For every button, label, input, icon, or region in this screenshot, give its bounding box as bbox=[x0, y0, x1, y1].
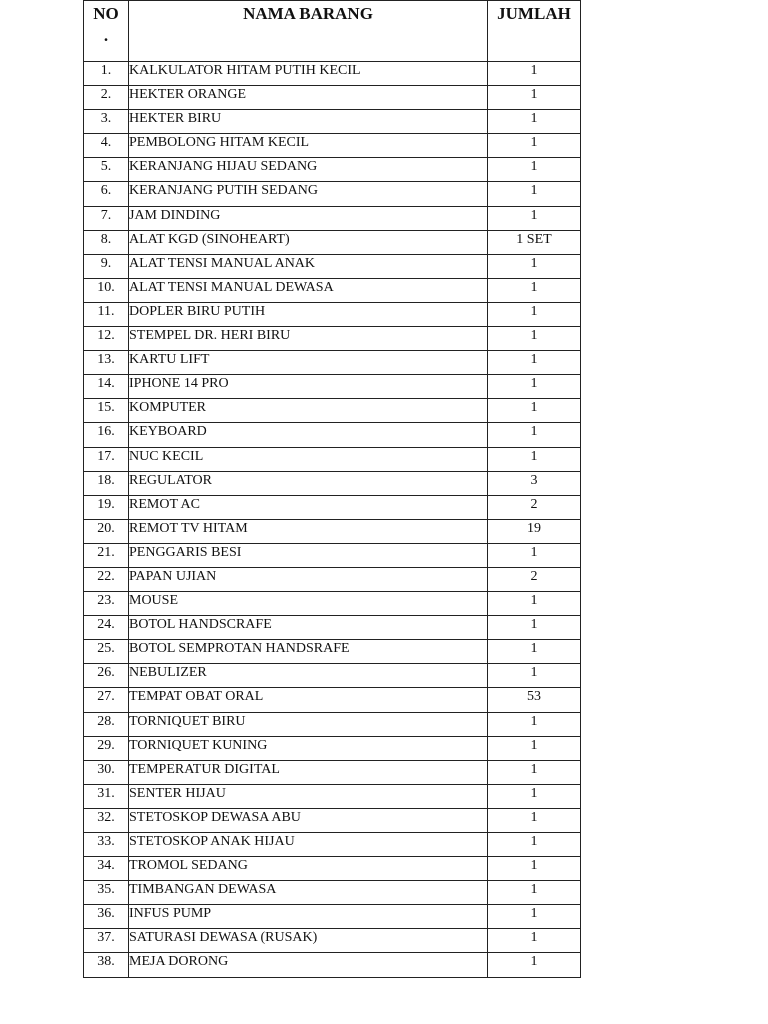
row-number: 9. bbox=[84, 254, 129, 278]
item-name: BOTOL SEMPROTAN HANDSRAFE bbox=[129, 640, 488, 664]
table-row bbox=[84, 640, 581, 664]
row-number: 13. bbox=[84, 351, 129, 375]
item-name: INFUS PUMP bbox=[129, 905, 488, 929]
table-row bbox=[84, 808, 581, 832]
item-quantity: 1 bbox=[488, 423, 581, 447]
row-number: 23. bbox=[84, 592, 129, 616]
item-name: KEYBOARD bbox=[129, 423, 488, 447]
table-row bbox=[84, 833, 581, 857]
row-number: 3. bbox=[84, 110, 129, 134]
table-row bbox=[84, 206, 581, 230]
table-row bbox=[84, 905, 581, 929]
item-quantity: 1 bbox=[488, 86, 581, 110]
item-quantity: 1 bbox=[488, 640, 581, 664]
header-no-dot: . bbox=[103, 26, 109, 45]
table-row bbox=[84, 664, 581, 688]
item-quantity: 1 bbox=[488, 664, 581, 688]
item-name: ALAT KGD (SINOHEART) bbox=[129, 230, 488, 254]
item-name: HEKTER BIRU bbox=[129, 110, 488, 134]
item-name: REMOT TV HITAM bbox=[129, 519, 488, 543]
table-body bbox=[84, 62, 581, 978]
row-number: 28. bbox=[84, 712, 129, 736]
item-quantity: 1 bbox=[488, 760, 581, 784]
table-row bbox=[84, 399, 581, 423]
item-quantity: 1 bbox=[488, 712, 581, 736]
item-quantity: 1 bbox=[488, 278, 581, 302]
row-number: 4. bbox=[84, 134, 129, 158]
table-row bbox=[84, 302, 581, 326]
item-quantity: 2 bbox=[488, 567, 581, 591]
item-name: TEMPAT OBAT ORAL bbox=[129, 688, 488, 712]
item-name: SATURASI DEWASA (RUSAK) bbox=[129, 929, 488, 953]
item-quantity: 1 bbox=[488, 784, 581, 808]
item-quantity: 1 bbox=[488, 302, 581, 326]
header-no bbox=[84, 1, 129, 62]
table-row bbox=[84, 688, 581, 712]
item-quantity: 1 bbox=[488, 327, 581, 351]
item-name: PAPAN UJIAN bbox=[129, 567, 488, 591]
row-number: 7. bbox=[84, 206, 129, 230]
table-row bbox=[84, 254, 581, 278]
row-number: 29. bbox=[84, 736, 129, 760]
item-quantity: 1 bbox=[488, 857, 581, 881]
row-number: 31. bbox=[84, 784, 129, 808]
item-name: REGULATOR bbox=[129, 471, 488, 495]
item-quantity: 19 bbox=[488, 519, 581, 543]
row-number: 16. bbox=[84, 423, 129, 447]
item-name: PEMBOLONG HITAM KECIL bbox=[129, 134, 488, 158]
item-quantity: 1 bbox=[488, 158, 581, 182]
item-name: NEBULIZER bbox=[129, 664, 488, 688]
table-header bbox=[84, 1, 581, 62]
item-name: TIMBANGAN DEWASA bbox=[129, 881, 488, 905]
item-name: DOPLER BIRU PUTIH bbox=[129, 302, 488, 326]
inventory-sheet bbox=[83, 0, 581, 978]
item-quantity: 1 bbox=[488, 447, 581, 471]
header-row bbox=[84, 1, 581, 62]
row-number: 17. bbox=[84, 447, 129, 471]
table-row bbox=[84, 857, 581, 881]
item-quantity: 1 bbox=[488, 110, 581, 134]
row-number: 20. bbox=[84, 519, 129, 543]
item-name: STETOSKOP DEWASA ABU bbox=[129, 808, 488, 832]
item-name: MOUSE bbox=[129, 592, 488, 616]
item-name: HEKTER ORANGE bbox=[129, 86, 488, 110]
row-number: 11. bbox=[84, 302, 129, 326]
row-number: 5. bbox=[84, 158, 129, 182]
item-name: BOTOL HANDSCRAFE bbox=[129, 616, 488, 640]
item-quantity: 1 bbox=[488, 833, 581, 857]
item-name: IPHONE 14 PRO bbox=[129, 375, 488, 399]
item-quantity: 1 bbox=[488, 592, 581, 616]
row-number: 18. bbox=[84, 471, 129, 495]
table-row bbox=[84, 351, 581, 375]
table-row bbox=[84, 712, 581, 736]
item-quantity: 1 bbox=[488, 134, 581, 158]
item-quantity: 1 bbox=[488, 905, 581, 929]
row-number: 34. bbox=[84, 857, 129, 881]
table-row bbox=[84, 447, 581, 471]
table-row bbox=[84, 881, 581, 905]
row-number: 19. bbox=[84, 495, 129, 519]
table-row bbox=[84, 495, 581, 519]
item-name: REMOT AC bbox=[129, 495, 488, 519]
table-row bbox=[84, 567, 581, 591]
table-row bbox=[84, 736, 581, 760]
item-quantity: 2 bbox=[488, 495, 581, 519]
item-quantity: 1 bbox=[488, 543, 581, 567]
item-name: TEMPERATUR DIGITAL bbox=[129, 760, 488, 784]
row-number: 32. bbox=[84, 808, 129, 832]
row-number: 1. bbox=[84, 62, 129, 86]
item-name: TORNIQUET BIRU bbox=[129, 712, 488, 736]
table-row bbox=[84, 423, 581, 447]
item-quantity: 1 bbox=[488, 375, 581, 399]
item-quantity: 53 bbox=[488, 688, 581, 712]
item-name: TROMOL SEDANG bbox=[129, 857, 488, 881]
item-name: TORNIQUET KUNING bbox=[129, 736, 488, 760]
header-no-label: NO bbox=[93, 4, 119, 23]
item-name: SENTER HIJAU bbox=[129, 784, 488, 808]
row-number: 26. bbox=[84, 664, 129, 688]
item-name: STETOSKOP ANAK HIJAU bbox=[129, 833, 488, 857]
item-quantity: 1 bbox=[488, 929, 581, 953]
item-quantity: 1 bbox=[488, 182, 581, 206]
table-row bbox=[84, 592, 581, 616]
item-name: PENGGARIS BESI bbox=[129, 543, 488, 567]
table-row bbox=[84, 230, 581, 254]
table-row bbox=[84, 158, 581, 182]
row-number: 33. bbox=[84, 833, 129, 857]
row-number: 10. bbox=[84, 278, 129, 302]
table-row bbox=[84, 760, 581, 784]
row-number: 14. bbox=[84, 375, 129, 399]
item-quantity: 1 bbox=[488, 736, 581, 760]
header-name: NAMA BARANG bbox=[129, 1, 488, 62]
item-name: JAM DINDING bbox=[129, 206, 488, 230]
item-name: KARTU LIFT bbox=[129, 351, 488, 375]
item-quantity: 1 SET bbox=[488, 230, 581, 254]
row-number: 22. bbox=[84, 567, 129, 591]
table-row bbox=[84, 471, 581, 495]
item-quantity: 1 bbox=[488, 206, 581, 230]
header-qty: JUMLAH bbox=[488, 1, 581, 62]
item-name: KALKULATOR HITAM PUTIH KECIL bbox=[129, 62, 488, 86]
item-name: ALAT TENSI MANUAL ANAK bbox=[129, 254, 488, 278]
row-number: 15. bbox=[84, 399, 129, 423]
item-name: ALAT TENSI MANUAL DEWASA bbox=[129, 278, 488, 302]
table-row bbox=[84, 182, 581, 206]
item-quantity: 1 bbox=[488, 62, 581, 86]
table-row bbox=[84, 519, 581, 543]
table-row bbox=[84, 929, 581, 953]
table-row bbox=[84, 110, 581, 134]
item-quantity: 1 bbox=[488, 953, 581, 977]
item-quantity: 3 bbox=[488, 471, 581, 495]
inventory-table bbox=[83, 0, 581, 978]
item-quantity: 1 bbox=[488, 616, 581, 640]
item-quantity: 1 bbox=[488, 351, 581, 375]
row-number: 8. bbox=[84, 230, 129, 254]
item-quantity: 1 bbox=[488, 399, 581, 423]
row-number: 2. bbox=[84, 86, 129, 110]
row-number: 24. bbox=[84, 616, 129, 640]
row-number: 36. bbox=[84, 905, 129, 929]
table-row bbox=[84, 543, 581, 567]
item-quantity: 1 bbox=[488, 881, 581, 905]
row-number: 38. bbox=[84, 953, 129, 977]
row-number: 37. bbox=[84, 929, 129, 953]
row-number: 6. bbox=[84, 182, 129, 206]
table-row bbox=[84, 278, 581, 302]
table-row bbox=[84, 134, 581, 158]
item-name: NUC KECIL bbox=[129, 447, 488, 471]
row-number: 25. bbox=[84, 640, 129, 664]
item-name: KERANJANG HIJAU SEDANG bbox=[129, 158, 488, 182]
item-name: KOMPUTER bbox=[129, 399, 488, 423]
item-quantity: 1 bbox=[488, 254, 581, 278]
table-row bbox=[84, 62, 581, 86]
item-name: STEMPEL DR. HERI BIRU bbox=[129, 327, 488, 351]
table-row bbox=[84, 784, 581, 808]
row-number: 30. bbox=[84, 760, 129, 784]
table-row bbox=[84, 953, 581, 977]
row-number: 12. bbox=[84, 327, 129, 351]
item-quantity: 1 bbox=[488, 808, 581, 832]
table-row bbox=[84, 375, 581, 399]
table-row bbox=[84, 616, 581, 640]
table-row bbox=[84, 327, 581, 351]
item-name: MEJA DORONG bbox=[129, 953, 488, 977]
row-number: 27. bbox=[84, 688, 129, 712]
row-number: 21. bbox=[84, 543, 129, 567]
item-name: KERANJANG PUTIH SEDANG bbox=[129, 182, 488, 206]
row-number: 35. bbox=[84, 881, 129, 905]
table-row bbox=[84, 86, 581, 110]
